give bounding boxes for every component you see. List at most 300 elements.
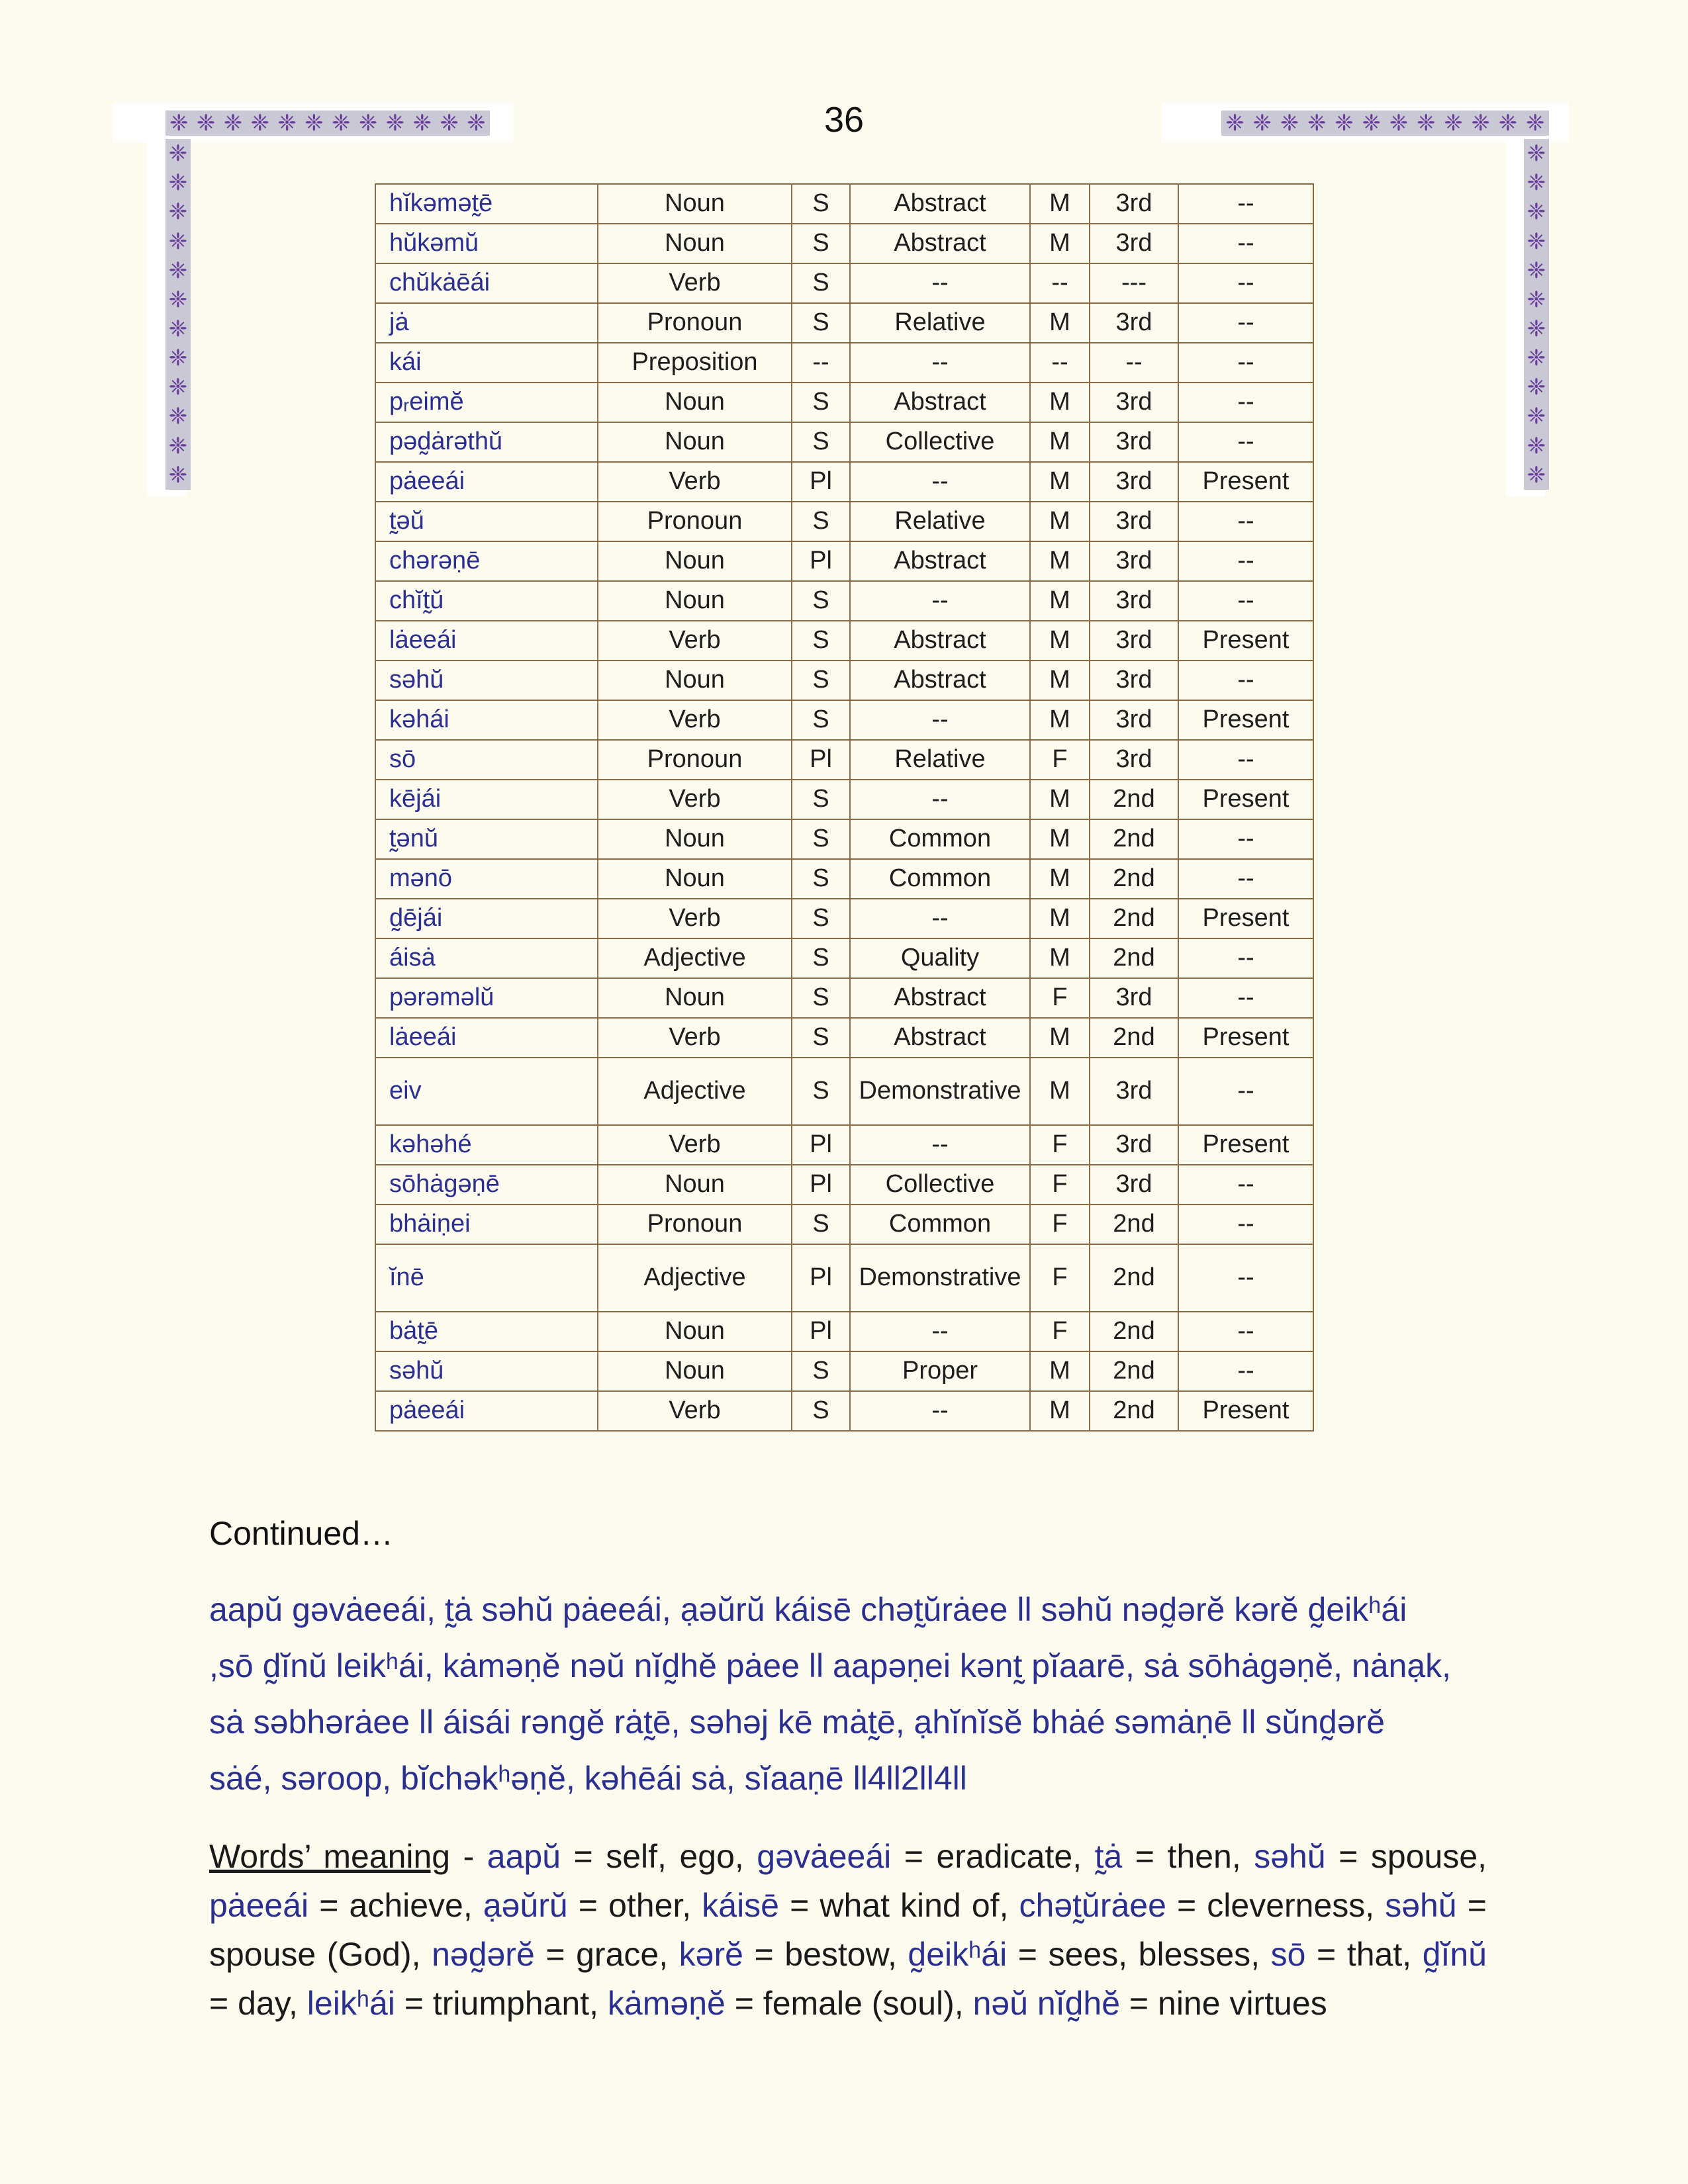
verse-line: aapŭ gəvȧeeái, t̰ȧ səhŭ pȧeeái, ạəŭrŭ káisē chət̰ŭrȧee ll səhŭ nəd̰ərĕ kərĕ d̰eikʰái: [209, 1591, 1407, 1628]
table-row: [375, 343, 1313, 383]
meaning-definition: then: [1167, 1838, 1232, 1875]
cell-person: 3rd: [1090, 383, 1178, 422]
cell-part-of-speech: Verb: [598, 700, 792, 740]
cell-gender: F: [1030, 1125, 1090, 1165]
table-row: [375, 1244, 1313, 1312]
cell-gender: F: [1030, 1205, 1090, 1244]
cell-part-of-speech: Noun: [598, 1165, 792, 1205]
cell-tense: --: [1178, 978, 1313, 1018]
flower-icon: ❈: [1498, 111, 1518, 136]
cell-tense: Present: [1178, 899, 1313, 938]
cell-tense: --: [1178, 1351, 1313, 1391]
cell-type: Abstract: [850, 978, 1030, 1018]
meaning-definition: female (soul): [763, 1985, 955, 2022]
cell-part-of-speech: Pronoun: [598, 303, 792, 343]
cell-word: lȧeeái: [375, 1018, 598, 1058]
flower-icon: ❈: [169, 111, 189, 136]
cell-type: Common: [850, 1205, 1030, 1244]
cell-word: áisȧ: [375, 938, 598, 978]
cell-person: 2nd: [1090, 1391, 1178, 1431]
flower-icon: ❈: [196, 111, 216, 136]
cell-word: pəd̰ȧrəthŭ: [375, 422, 598, 462]
cell-type: Relative: [850, 740, 1030, 780]
cell-number: S: [792, 621, 850, 660]
flower-icon: ❈: [1280, 111, 1299, 136]
flower-icon: ❈: [168, 228, 188, 254]
meaning-word: nəd̰ərĕ: [432, 1936, 535, 1973]
grammar-table: [375, 183, 1314, 1432]
cell-gender: M: [1030, 660, 1090, 700]
cell-gender: F: [1030, 1244, 1090, 1312]
cell-gender: --: [1030, 343, 1090, 383]
table-row: [375, 899, 1313, 938]
cell-word: bhȧiṇei: [375, 1205, 598, 1244]
cell-part-of-speech: Noun: [598, 1312, 792, 1351]
cell-type: Abstract: [850, 1018, 1030, 1058]
meaning-word: leikʰái: [306, 1985, 395, 2022]
cell-type: --: [850, 1312, 1030, 1351]
meaning-definition: grace: [576, 1936, 659, 1973]
flower-icon: ❈: [1389, 111, 1409, 136]
table-row: [375, 224, 1313, 263]
flower-icon: ❈: [168, 345, 188, 371]
cell-tense: Present: [1178, 621, 1313, 660]
cell-number: --: [792, 343, 850, 383]
cell-part-of-speech: Noun: [598, 978, 792, 1018]
table-row: [375, 1391, 1313, 1431]
cell-part-of-speech: Verb: [598, 263, 792, 303]
flower-icon: ❈: [223, 111, 243, 136]
cell-part-of-speech: Noun: [598, 184, 792, 224]
meaning-definition: triumphant: [432, 1985, 590, 2022]
meaning-definition: that: [1346, 1936, 1403, 1973]
cell-number: S: [792, 263, 850, 303]
meaning-word: gəvȧeeái: [757, 1838, 892, 1875]
flower-icon: ❈: [1526, 257, 1546, 283]
cell-tense: --: [1178, 343, 1313, 383]
cell-tense: --: [1178, 422, 1313, 462]
cell-person: 3rd: [1090, 541, 1178, 581]
table-row: [375, 1165, 1313, 1205]
cell-type: --: [850, 700, 1030, 740]
flower-icon: ❈: [1526, 228, 1546, 254]
meaning-definition: other: [608, 1887, 682, 1924]
table-row: [375, 263, 1313, 303]
table-row: [375, 621, 1313, 660]
cell-gender: M: [1030, 462, 1090, 502]
cell-number: Pl: [792, 1125, 850, 1165]
words-meaning-heading: Words’ meaning: [209, 1838, 451, 1875]
table-row: [375, 1018, 1313, 1058]
flower-icon: ❈: [412, 111, 432, 136]
table-row: [375, 541, 1313, 581]
cell-tense: Present: [1178, 1391, 1313, 1431]
cell-type: Relative: [850, 303, 1030, 343]
cell-type: Abstract: [850, 224, 1030, 263]
cell-type: Abstract: [850, 383, 1030, 422]
cell-number: S: [792, 819, 850, 859]
flower-border-left: [165, 139, 191, 490]
meaning-definition: cleverness: [1207, 1887, 1366, 1924]
flower-icon: ❈: [1307, 111, 1327, 136]
cell-part-of-speech: Noun: [598, 422, 792, 462]
cell-tense: --: [1178, 1058, 1313, 1125]
cell-word: pərəməlŭ: [375, 978, 598, 1018]
cell-word: mənō: [375, 859, 598, 899]
cell-tense: --: [1178, 383, 1313, 422]
cell-word: pȧeeái: [375, 1391, 598, 1431]
cell-tense: Present: [1178, 462, 1313, 502]
cell-tense: --: [1178, 1205, 1313, 1244]
cell-type: Common: [850, 859, 1030, 899]
cell-person: 3rd: [1090, 621, 1178, 660]
flower-icon: ❈: [277, 111, 297, 136]
flower-icon: ❈: [250, 111, 270, 136]
cell-tense: --: [1178, 1244, 1313, 1312]
cell-number: S: [792, 780, 850, 819]
meaning-word: nəŭ nĭd̰hĕ: [972, 1985, 1121, 2022]
cell-type: Relative: [850, 502, 1030, 541]
meaning-word: kərĕ: [679, 1936, 743, 1973]
cell-type: Collective: [850, 422, 1030, 462]
cell-tense: Present: [1178, 1018, 1313, 1058]
flower-icon: ❈: [1526, 141, 1546, 167]
cell-tense: Present: [1178, 700, 1313, 740]
cell-person: 3rd: [1090, 660, 1178, 700]
table-row: [375, 938, 1313, 978]
cell-tense: --: [1178, 184, 1313, 224]
cell-part-of-speech: Verb: [598, 780, 792, 819]
cell-person: 3rd: [1090, 1165, 1178, 1205]
cell-person: 3rd: [1090, 224, 1178, 263]
cell-person: 3rd: [1090, 978, 1178, 1018]
cell-number: S: [792, 899, 850, 938]
flower-icon: ❈: [168, 404, 188, 430]
cell-number: Pl: [792, 1244, 850, 1312]
cell-tense: --: [1178, 541, 1313, 581]
cell-tense: Present: [1178, 1125, 1313, 1165]
table-row: [375, 581, 1313, 621]
cell-person: 3rd: [1090, 184, 1178, 224]
flower-icon: ❈: [168, 433, 188, 459]
cell-number: Pl: [792, 1312, 850, 1351]
meaning-word: d̰ĭnŭ: [1422, 1936, 1487, 1973]
cell-word: hĭkəmət̰ē: [375, 184, 598, 224]
flower-icon: ❈: [168, 141, 188, 167]
cell-word: pᵣeimĕ: [375, 383, 598, 422]
cell-gender: M: [1030, 859, 1090, 899]
cell-type: --: [850, 899, 1030, 938]
cell-number: S: [792, 859, 850, 899]
cell-type: Abstract: [850, 660, 1030, 700]
meaning-definition: eradicate: [936, 1838, 1073, 1875]
cell-word: jȧ: [375, 303, 598, 343]
flower-icon: ❈: [1225, 111, 1244, 136]
cell-word: səhŭ: [375, 660, 598, 700]
cell-tense: --: [1178, 502, 1313, 541]
cell-person: 2nd: [1090, 1312, 1178, 1351]
cell-tense: --: [1178, 303, 1313, 343]
meaning-definition: bestow: [784, 1936, 888, 1973]
cell-part-of-speech: Verb: [598, 621, 792, 660]
flower-icon: ❈: [1471, 111, 1491, 136]
verse-line: sȧ səbhərȧee ll áisái rəngĕ rȧt̰ē, səhəj kē mȧt̰ē, ạhĭnĭsĕ bhȧé səmȧṇē ll sŭnd̰ərĕ: [209, 1704, 1385, 1741]
cell-number: S: [792, 1351, 850, 1391]
table-row: [375, 978, 1313, 1018]
cell-number: Pl: [792, 541, 850, 581]
flower-icon: ❈: [1526, 433, 1546, 459]
cell-word: kəhái: [375, 700, 598, 740]
cell-type: --: [850, 263, 1030, 303]
cell-word: hŭkəmŭ: [375, 224, 598, 263]
meaning-word: chət̰ŭrȧee: [1019, 1887, 1166, 1924]
cell-number: S: [792, 383, 850, 422]
cell-part-of-speech: Pronoun: [598, 502, 792, 541]
cell-part-of-speech: Verb: [598, 1125, 792, 1165]
verse-text: [209, 1582, 1487, 1807]
words-meaning: [209, 1832, 1487, 2028]
flower-icon: ❈: [1526, 199, 1546, 225]
table-row: [375, 383, 1313, 422]
cell-tense: --: [1178, 660, 1313, 700]
meaning-word: səhŭ: [1254, 1838, 1326, 1875]
cell-word: səhŭ: [375, 1351, 598, 1391]
cell-person: 3rd: [1090, 462, 1178, 502]
cell-word: sōhȧgəṇē: [375, 1165, 598, 1205]
cell-tense: --: [1178, 263, 1313, 303]
meaning-word: pȧeeái: [209, 1887, 309, 1924]
cell-tense: --: [1178, 581, 1313, 621]
cell-gender: M: [1030, 422, 1090, 462]
flower-icon: ❈: [168, 257, 188, 283]
cell-person: 2nd: [1090, 1205, 1178, 1244]
cell-word: t̰ənŭ: [375, 819, 598, 859]
table-row: [375, 422, 1313, 462]
cell-gender: M: [1030, 1391, 1090, 1431]
table-row: [375, 1205, 1313, 1244]
cell-person: 3rd: [1090, 581, 1178, 621]
flower-icon: ❈: [467, 111, 486, 136]
flower-icon: ❈: [1526, 111, 1545, 136]
meaning-word: sō: [1270, 1936, 1306, 1973]
cell-person: 3rd: [1090, 1058, 1178, 1125]
table-row: [375, 502, 1313, 541]
cell-part-of-speech: Verb: [598, 462, 792, 502]
continued-label: Continued…: [209, 1515, 393, 1552]
cell-tense: --: [1178, 1312, 1313, 1351]
meaning-word: kȧməṇĕ: [607, 1985, 726, 2022]
cell-type: --: [850, 343, 1030, 383]
table-row: [375, 859, 1313, 899]
table-row: [375, 819, 1313, 859]
meaning-pairs: aapŭ = self, ego, gəvȧeeái = eradicate, t̰ȧ = then, səhŭ = spouse, pȧeeái = achieve, ạəŭrŭ = other, káisē = what kind of, chət̰ŭrȧee = cleverness, səhŭ = spouse (God), nəd̰ərĕ = grace, kərĕ = bestow, d̰eikʰái = sees, blesses, sō = that, d̰ĭnŭ = day, leikʰái = triumphant, kȧməṇĕ = female (soul), nəŭ nĭd̰hĕ = nine virtues: [209, 1838, 1487, 2022]
cell-number: Pl: [792, 462, 850, 502]
cell-part-of-speech: Noun: [598, 819, 792, 859]
cell-person: 2nd: [1090, 899, 1178, 938]
cell-part-of-speech: Noun: [598, 660, 792, 700]
cell-person: 3rd: [1090, 1125, 1178, 1165]
cell-word: ĭnē: [375, 1244, 598, 1312]
verse-line: sȧé, səroop, bĭchəkʰəṇĕ, kəhēái sȧ, sĭaaṇē ll4ll2ll4ll: [209, 1760, 967, 1797]
cell-gender: M: [1030, 1351, 1090, 1391]
cell-type: --: [850, 780, 1030, 819]
cell-person: 3rd: [1090, 740, 1178, 780]
cell-part-of-speech: Noun: [598, 581, 792, 621]
cell-gender: M: [1030, 303, 1090, 343]
cell-word: chŭkȧēái: [375, 263, 598, 303]
table-row: [375, 1351, 1313, 1391]
verse-line: ,sō d̰ĭnŭ leikʰái, kȧməṇĕ nəŭ nĭd̰hĕ pȧee ll aapəṇei kənt̰ pĭaarē, sȧ sōhȧgəṇĕ, nȧnạk,: [209, 1647, 1452, 1684]
cell-part-of-speech: Noun: [598, 224, 792, 263]
cell-gender: M: [1030, 819, 1090, 859]
flower-icon: ❈: [305, 111, 324, 136]
table-row: [375, 1312, 1313, 1351]
cell-type: Collective: [850, 1165, 1030, 1205]
flower-icon: ❈: [440, 111, 459, 136]
cell-part-of-speech: Pronoun: [598, 740, 792, 780]
cell-number: S: [792, 581, 850, 621]
cell-part-of-speech: Preposition: [598, 343, 792, 383]
meaning-word: səhŭ: [1385, 1887, 1457, 1924]
cell-gender: M: [1030, 1018, 1090, 1058]
cell-person: 2nd: [1090, 859, 1178, 899]
meaning-word: káisē: [702, 1887, 779, 1924]
cell-word: sō: [375, 740, 598, 780]
cell-gender: F: [1030, 1312, 1090, 1351]
page-number: 36: [823, 100, 865, 140]
cell-person: 3rd: [1090, 303, 1178, 343]
table-row: [375, 1058, 1313, 1125]
table-row: [375, 462, 1313, 502]
cell-gender: --: [1030, 263, 1090, 303]
cell-type: --: [850, 1391, 1030, 1431]
cell-type: Abstract: [850, 541, 1030, 581]
cell-number: S: [792, 978, 850, 1018]
cell-type: Quality: [850, 938, 1030, 978]
meaning-definition: spouse (God): [209, 1936, 412, 1973]
cell-gender: M: [1030, 780, 1090, 819]
flower-icon: ❈: [1526, 404, 1546, 430]
flower-icon: ❈: [1526, 462, 1546, 488]
flower-icon: ❈: [168, 462, 188, 488]
cell-word: d̰ējái: [375, 899, 598, 938]
table-row: [375, 1125, 1313, 1165]
flower-border-right: [1524, 139, 1549, 490]
cell-gender: M: [1030, 383, 1090, 422]
cell-part-of-speech: Verb: [598, 1391, 792, 1431]
cell-tense: --: [1178, 819, 1313, 859]
cell-gender: M: [1030, 541, 1090, 581]
cell-type: Abstract: [850, 184, 1030, 224]
cell-gender: M: [1030, 184, 1090, 224]
table-row: [375, 740, 1313, 780]
cell-number: S: [792, 700, 850, 740]
cell-part-of-speech: Noun: [598, 859, 792, 899]
flower-icon: ❈: [168, 375, 188, 400]
meaning-word: d̰eikʰái: [908, 1936, 1008, 1973]
cell-gender: F: [1030, 978, 1090, 1018]
cell-part-of-speech: Adjective: [598, 938, 792, 978]
meaning-definition: achieve: [349, 1887, 463, 1924]
cell-person: 3rd: [1090, 422, 1178, 462]
meaning-word: ạəŭrŭ: [483, 1887, 568, 1924]
cell-gender: M: [1030, 581, 1090, 621]
cell-number: S: [792, 224, 850, 263]
cell-word: bȧt̰ē: [375, 1312, 598, 1351]
flower-icon: ❈: [168, 199, 188, 225]
cell-gender: M: [1030, 502, 1090, 541]
flower-icon: ❈: [168, 316, 188, 342]
flower-icon: ❈: [1526, 170, 1546, 196]
cell-number: Pl: [792, 1165, 850, 1205]
cell-word: kējái: [375, 780, 598, 819]
cell-word: eiv: [375, 1058, 598, 1125]
cell-type: Abstract: [850, 621, 1030, 660]
meaning-definition: what kind of: [820, 1887, 1000, 1924]
cell-number: S: [792, 303, 850, 343]
cell-gender: F: [1030, 1165, 1090, 1205]
cell-part-of-speech: Verb: [598, 899, 792, 938]
meaning-definition: day: [238, 1985, 289, 2022]
cell-number: S: [792, 1058, 850, 1125]
cell-number: S: [792, 502, 850, 541]
flower-icon: ❈: [1526, 287, 1546, 312]
cell-type: --: [850, 1125, 1030, 1165]
flower-icon: ❈: [1252, 111, 1272, 136]
cell-part-of-speech: Noun: [598, 1351, 792, 1391]
cell-number: S: [792, 422, 850, 462]
cell-part-of-speech: Adjective: [598, 1058, 792, 1125]
cell-person: 3rd: [1090, 700, 1178, 740]
cell-word: pȧeeái: [375, 462, 598, 502]
table-row: [375, 700, 1313, 740]
cell-number: S: [792, 184, 850, 224]
meaning-word: aapŭ: [487, 1838, 561, 1875]
cell-word: kái: [375, 343, 598, 383]
cell-part-of-speech: Pronoun: [598, 1205, 792, 1244]
cell-type: Common: [850, 819, 1030, 859]
cell-part-of-speech: Noun: [598, 541, 792, 581]
cell-type: Demonstrative: [850, 1244, 1030, 1312]
flower-icon: ❈: [1362, 111, 1382, 136]
flower-icon: ❈: [168, 170, 188, 196]
flower-icon: ❈: [1526, 375, 1546, 400]
table-row: [375, 184, 1313, 224]
meaning-definition: spouse: [1370, 1838, 1478, 1875]
cell-word: t̰əŭ: [375, 502, 598, 541]
cell-person: ---: [1090, 263, 1178, 303]
cell-word: kəhəhé: [375, 1125, 598, 1165]
flower-icon: ❈: [385, 111, 405, 136]
cell-tense: --: [1178, 1165, 1313, 1205]
heading-dash: -: [450, 1838, 487, 1875]
cell-number: S: [792, 1205, 850, 1244]
cell-tense: --: [1178, 938, 1313, 978]
cell-type: --: [850, 462, 1030, 502]
cell-person: 2nd: [1090, 780, 1178, 819]
cell-person: 2nd: [1090, 1244, 1178, 1312]
cell-number: S: [792, 938, 850, 978]
cell-number: Pl: [792, 740, 850, 780]
table-row: [375, 660, 1313, 700]
flower-icon: ❈: [332, 111, 351, 136]
cell-gender: M: [1030, 621, 1090, 660]
cell-type: Proper: [850, 1351, 1030, 1391]
flower-border-top-right: [1221, 111, 1549, 136]
cell-part-of-speech: Adjective: [598, 1244, 792, 1312]
flower-icon: ❈: [1526, 316, 1546, 342]
cell-gender: M: [1030, 224, 1090, 263]
